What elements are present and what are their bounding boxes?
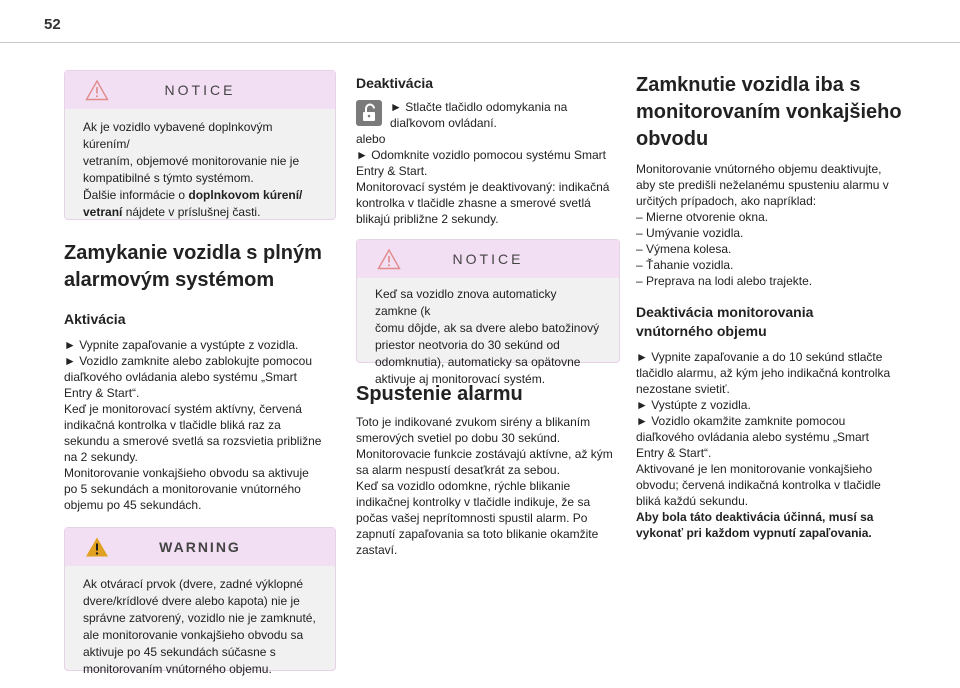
subtitle-line: vnútorného objemu xyxy=(636,323,767,339)
notice-line: odomknutia), automaticky sa opätovne xyxy=(375,355,581,369)
text-line: určitých prípadoch, ako napríklad: xyxy=(636,194,817,208)
warning-line: Ak otvárací prvok (dvere, zadné výklopné xyxy=(83,577,304,591)
column-middle xyxy=(356,74,620,558)
list-item: – Preprava na lodi alebo trajekte. xyxy=(636,274,813,288)
text-line: kontrolka v tlačidle zhasne a smerové svetlá xyxy=(356,196,591,210)
notice-line: aktivuje aj monitorovací systém. xyxy=(375,372,546,386)
notice-more-info xyxy=(83,187,317,204)
subsection-text xyxy=(636,349,904,541)
heading-line: alarmovým systémom xyxy=(64,269,275,291)
text-line: obvodu; červená indikačná kontrolka v tlačidle xyxy=(636,478,881,492)
warning-box xyxy=(64,527,336,676)
warning-body xyxy=(65,566,335,688)
text-line: objemu po 45 sekundách. xyxy=(64,498,202,512)
heading-line: obvodu xyxy=(636,128,709,150)
text-line: smerových svetiel po dobu 30 sekúnd. xyxy=(356,431,561,445)
caution-triangle-icon xyxy=(85,79,109,101)
text-line: Monitorovanie vonkajšieho obvodu sa aktivuje xyxy=(64,466,309,480)
text-line: ► Stlačte tlačidlo odomykania na xyxy=(390,100,568,114)
text-line: Keď sa vozidlo odomkne, rýchle blikanie xyxy=(356,479,571,493)
heading-line: Zamykanie vozidla s plným xyxy=(64,242,322,264)
section-heading xyxy=(64,240,336,294)
notice-header xyxy=(65,71,335,109)
notice-line: vetraním, objemové monitorovanie nie je xyxy=(83,154,300,168)
caution-triangle-icon xyxy=(377,248,401,270)
text-line: nezostane svietiť. xyxy=(636,382,730,396)
unlock-text xyxy=(390,99,567,131)
deactivation-title: Deaktivácia xyxy=(356,75,434,91)
text-line: zastaví. xyxy=(356,543,398,557)
text-line: po 5 sekundách a monitorovanie vnútorného xyxy=(64,482,301,496)
text-line: alebo xyxy=(356,132,386,146)
text-line: Entry & Start“. xyxy=(636,446,712,460)
section-heading: Spustenie alarmu xyxy=(356,383,523,405)
column-left xyxy=(64,70,336,676)
text-line: tlačidlo alarmu, až kým jeho indikačná kontrolka xyxy=(636,366,891,380)
text-line: ► Vozidlo okamžite zamknite pomocou xyxy=(636,414,846,428)
notice-line: kompatibilné s týmto systémom. xyxy=(83,171,254,185)
alarm-text xyxy=(356,414,620,558)
notice-line: čomu dôjde, ak sa dvere alebo batožinový xyxy=(375,321,600,335)
warning-line: ale monitorovanie vonkajšieho obvodu sa xyxy=(83,628,304,642)
text-line: aby ste predišli neželanému spusteniu alarmu v xyxy=(636,178,889,192)
text-line: blikajú približne 2 sekundy. xyxy=(356,212,499,226)
deactivation-text xyxy=(356,131,620,227)
unlock-instruction xyxy=(356,99,620,131)
text-line: sa alarm nespustí desaťkrát za sebou. xyxy=(356,463,560,477)
activation-text xyxy=(64,337,336,513)
warning-header xyxy=(65,528,335,566)
list-item: – Mierne otvorenie okna. xyxy=(636,210,769,224)
notice-more-bold: doplnkovom kúrení/ xyxy=(188,188,303,202)
text-line: bliká každú sekundu. xyxy=(636,494,749,508)
list-item: – Výmena kolesa. xyxy=(636,242,732,256)
heading-line: monitorovaním vonkajšieho xyxy=(636,101,902,123)
heading-line: Zamknutie vozidla iba s xyxy=(636,74,861,96)
text-line: diaľkového ovládania alebo systému „Smart xyxy=(64,370,297,384)
column-right xyxy=(636,72,904,541)
notice-body xyxy=(65,109,335,231)
notice-box xyxy=(356,239,620,386)
list-item: – Umývanie vozidla. xyxy=(636,226,744,240)
text-line: ► Vypnite zapaľovanie a do 10 sekúnd stlačte xyxy=(636,350,883,364)
bold-note: Aby bola táto deaktivácia účinná, musí sa xyxy=(636,510,874,524)
notice-line: Ak je vozidlo vybavené doplnkovým kúrením/ xyxy=(83,120,273,151)
warning-line: dvere/krídlové dvere alebo kapota) nie je xyxy=(83,594,300,608)
text-line: Aktivované je len monitorovanie vonkajšieho xyxy=(636,462,873,476)
list-item: – Ťahanie vozidla. xyxy=(636,258,734,272)
warning-line: aktivuje po 45 sekundách súčasne s xyxy=(83,645,276,659)
bold-note: vykonať pri každom vypnutí zapaľovania. xyxy=(636,526,872,540)
warning-line: správne zatvorený, vozidlo nie je zamknuté, xyxy=(83,611,316,625)
unlock-button-icon xyxy=(356,100,382,126)
text-line: indikačná kontrolka v tlačidle bliká raz za xyxy=(64,418,281,432)
text-line: počas vašej neprítomnosti spustil alarm. Po xyxy=(356,511,588,525)
text-line: ► Odomknite vozidlo pomocou systému Smart xyxy=(356,148,606,162)
notice-header xyxy=(357,240,619,278)
text-line: diaľkovom ovládaní. xyxy=(390,116,497,130)
subsection-title xyxy=(636,303,904,341)
text-line: Keď je monitorovací systém aktívny, červená xyxy=(64,402,302,416)
text-line: Entry & Start. xyxy=(356,164,428,178)
text-line: Entry & Start“. xyxy=(64,386,140,400)
text-line: Toto je indikované zvukom sirény a blikaním xyxy=(356,415,591,429)
text-line: ► Vypnite zapaľovanie a vystúpte z vozidla. xyxy=(64,338,299,352)
intro-text xyxy=(636,161,904,289)
subtitle-line: Deaktivácia monitorovania xyxy=(636,304,814,320)
notice-more-info-2 xyxy=(83,204,317,221)
notice-line: Keď sa vozidlo znova automaticky zamkne (k xyxy=(375,287,557,318)
open-padlock-icon xyxy=(360,103,378,123)
text-line: ► Vystúpte z vozidla. xyxy=(636,398,751,412)
text-line: Monitorovací systém je deaktivovaný: indikačná xyxy=(356,180,610,194)
notice-more-pre: Ďalšie informácie o xyxy=(83,188,189,202)
text-line: diaľkového ovládania alebo systému „Smart xyxy=(636,430,869,444)
notice-more-post: nájdete v príslušnej časti. xyxy=(122,205,261,219)
text-line: Monitorovanie vnútorného objemu deaktivujte, xyxy=(636,162,882,176)
text-line: Monitorovacie funkcie zostávajú aktívne, až kým xyxy=(356,447,613,461)
text-line: zapnutí zapaľovania sa toto blikanie okamžite xyxy=(356,527,599,541)
notice-title: NOTICE xyxy=(164,82,236,98)
section-heading xyxy=(636,72,904,153)
text-line: na 2 sekundy. xyxy=(64,450,138,464)
text-line: sekundu a smerové svetlá sa rozsvietia približne xyxy=(64,434,322,448)
warning-title: WARNING xyxy=(159,539,241,555)
text-line: ► Vozidlo zamknite alebo zablokujte pomocou xyxy=(64,354,313,368)
page-number: 52 xyxy=(44,16,61,33)
notice-box xyxy=(64,70,336,220)
header-divider xyxy=(0,42,960,43)
activation-title: Aktivácia xyxy=(64,311,126,327)
notice-title: NOTICE xyxy=(452,251,524,267)
notice-more-bold-2: vetraní xyxy=(83,205,123,219)
warning-line: monitorovaním vnútorného objemu. xyxy=(83,662,272,676)
text-line: indikačnej kontrolky v tlačidle indikuje, že sa xyxy=(356,495,591,509)
notice-line: priestor neotvoria do 30 sekúnd od xyxy=(375,338,560,352)
warning-triangle-icon xyxy=(85,536,109,558)
